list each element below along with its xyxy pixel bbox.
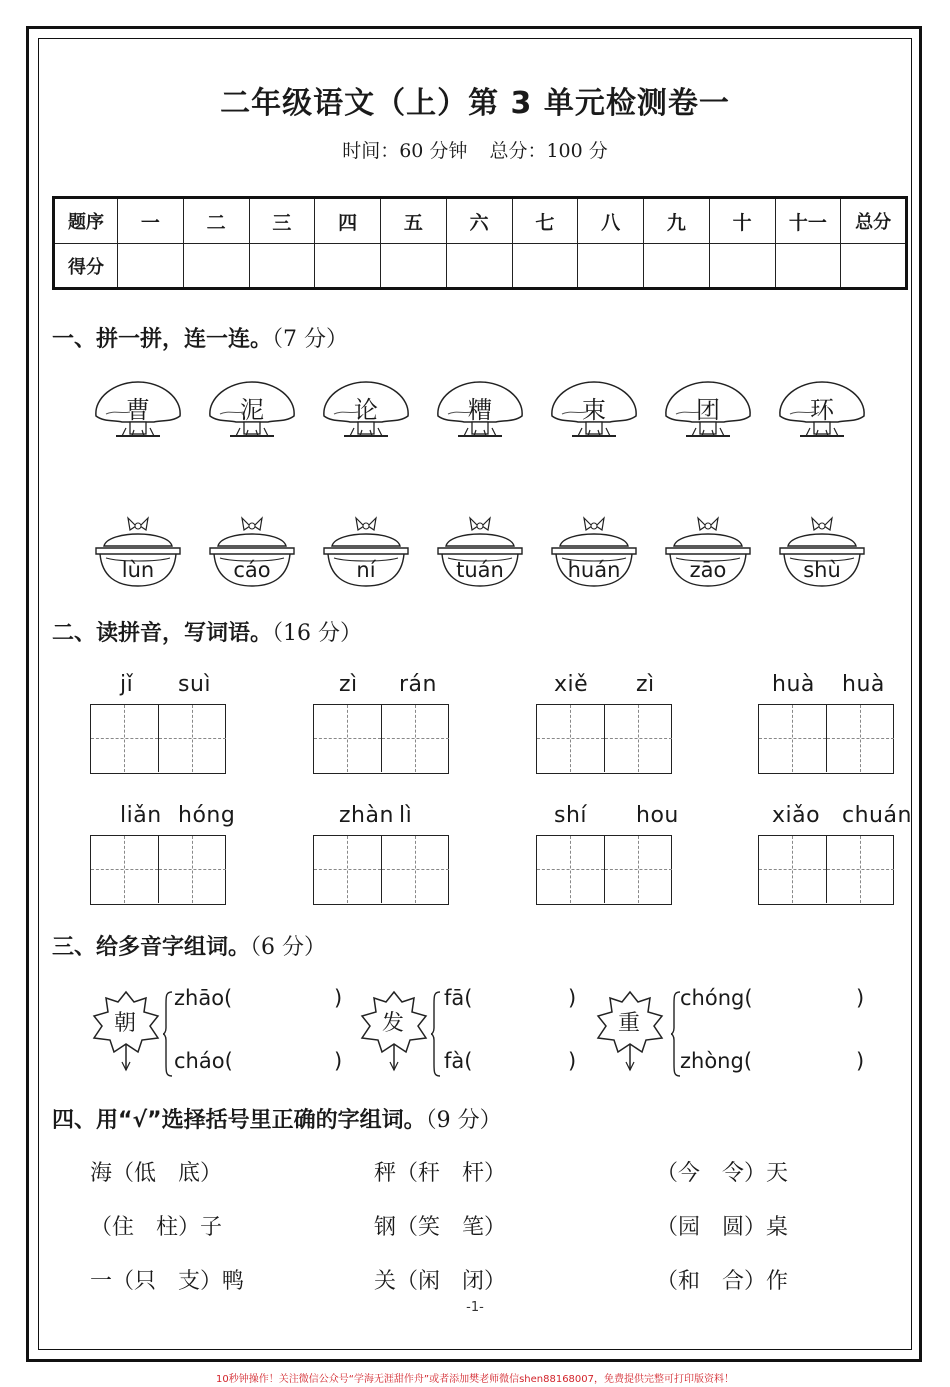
score-cell[interactable] xyxy=(446,244,512,289)
score-table-col: 五 xyxy=(381,198,447,244)
score-cell[interactable] xyxy=(315,244,381,289)
answer-paren-close: ) xyxy=(568,986,577,1010)
choice-item[interactable]: 秤（秆 杆） xyxy=(374,1161,507,1186)
writing-grid[interactable] xyxy=(536,704,672,774)
mushroom-character: 曹 xyxy=(126,396,150,424)
word-pinyin: liǎn xyxy=(120,803,162,828)
score-table-col: 一 xyxy=(118,198,184,244)
mushroom-card[interactable] xyxy=(434,376,526,442)
basket-pinyin: tuán xyxy=(456,558,504,582)
score-table-col: 二 xyxy=(183,198,249,244)
section-1-heading: 一、拼一拼，连一连。（7 分） xyxy=(52,327,349,352)
choice-item[interactable]: 一（只 支）鸭 xyxy=(90,1269,245,1294)
score-table-col: 总分 xyxy=(841,198,907,244)
score-table-col: 九 xyxy=(644,198,710,244)
basket-card[interactable] xyxy=(206,510,298,590)
mushroom-character: 糟 xyxy=(468,396,492,424)
basket-pinyin: ní xyxy=(356,558,376,582)
basket-card[interactable] xyxy=(776,510,868,590)
score-table-row-label: 得分 xyxy=(54,244,118,289)
mushroom-card[interactable] xyxy=(548,376,640,442)
basket-card[interactable] xyxy=(320,510,412,590)
mushroom-card[interactable] xyxy=(320,376,412,442)
word-pinyin: huà xyxy=(842,672,885,697)
score-cell[interactable] xyxy=(512,244,578,289)
exam-info xyxy=(0,136,950,163)
score-cell[interactable] xyxy=(249,244,315,289)
word-pinyin: zì xyxy=(636,672,655,697)
maple-leaf xyxy=(358,986,432,1078)
section-2-heading: 二、读拼音，写词语。（16 分） xyxy=(52,621,363,646)
score-cell[interactable] xyxy=(381,244,447,289)
word-pinyin: xiě xyxy=(554,672,589,697)
basket-card[interactable] xyxy=(662,510,754,590)
word-pinyin: rán xyxy=(399,672,437,697)
choice-item[interactable]: （今 令）天 xyxy=(656,1161,789,1186)
polyphone-reading: cháo( xyxy=(174,1049,233,1073)
basket-card[interactable] xyxy=(92,510,184,590)
word-pinyin: hou xyxy=(636,803,679,828)
brace xyxy=(430,990,442,1078)
mushroom-card[interactable] xyxy=(776,376,868,442)
score-cell[interactable] xyxy=(578,244,644,289)
word-pinyin: jǐ xyxy=(120,672,134,697)
basket-card[interactable] xyxy=(548,510,640,590)
section-3-heading: 三、给多音字组词。（6 分） xyxy=(52,935,327,960)
answer-paren-close: ) xyxy=(334,986,343,1010)
basket-pinyin: huán xyxy=(567,558,621,582)
brace xyxy=(162,990,174,1078)
score-table-col: 四 xyxy=(315,198,381,244)
choice-item[interactable]: （园 圆）桌 xyxy=(656,1215,789,1240)
basket-card[interactable] xyxy=(434,510,526,590)
writing-grid[interactable] xyxy=(313,835,449,905)
basket-pinyin: lùn xyxy=(121,558,155,582)
footer-note: 10秒钟操作！关注微信公众号“学海无涯甜作舟”或者添加樊老师微信shen88168007，免费提供完整可打印版资料！ xyxy=(215,1374,735,1385)
score-table-row-label: 题序 xyxy=(54,198,118,244)
maple-leaf xyxy=(594,986,668,1078)
word-pinyin: shí xyxy=(554,803,588,828)
total-score: 总分：100 分 xyxy=(489,140,608,162)
choice-item[interactable]: （住 柱）子 xyxy=(90,1215,223,1240)
score-table-col: 七 xyxy=(512,198,578,244)
basket-pinyin: shù xyxy=(803,558,841,582)
score-table-col: 十一 xyxy=(775,198,841,244)
basket-pinyin: zāo xyxy=(689,558,727,582)
mushroom-card[interactable] xyxy=(662,376,754,442)
score-table-col: 十 xyxy=(709,198,775,244)
mushroom-character: 论 xyxy=(354,396,378,424)
score-table xyxy=(52,196,908,290)
choice-item[interactable]: 海（低 底） xyxy=(90,1161,223,1186)
score-table-col: 八 xyxy=(578,198,644,244)
mushroom-card[interactable] xyxy=(206,376,298,442)
writing-grid[interactable] xyxy=(758,835,894,905)
basket-pinyin: cáo xyxy=(233,558,271,582)
word-pinyin: chuán xyxy=(842,803,912,828)
word-pinyin: huà xyxy=(772,672,815,697)
writing-grid[interactable] xyxy=(758,704,894,774)
word-pinyin: zì xyxy=(339,672,358,697)
answer-paren-close: ) xyxy=(334,1049,343,1073)
polyphone-character: 朝 xyxy=(113,1011,136,1036)
choice-item[interactable]: （和 合）作 xyxy=(656,1269,789,1294)
polyphone-character: 重 xyxy=(617,1011,640,1036)
mushroom-character: 团 xyxy=(696,396,720,424)
polyphone-reading: fà( xyxy=(444,1049,473,1073)
score-cell[interactable] xyxy=(118,244,184,289)
section-4-heading: 四、用“√”选择括号里正确的字组词。（9 分） xyxy=(52,1108,502,1133)
score-cell[interactable] xyxy=(841,244,907,289)
word-pinyin: hóng xyxy=(178,803,236,828)
polyphone-reading: zhòng( xyxy=(680,1049,753,1073)
score-table-col: 三 xyxy=(249,198,315,244)
polyphone-reading: chóng( xyxy=(680,986,753,1010)
mushroom-card[interactable] xyxy=(92,376,184,442)
writing-grid[interactable] xyxy=(313,704,449,774)
writing-grid[interactable] xyxy=(90,704,226,774)
score-cell[interactable] xyxy=(775,244,841,289)
answer-paren-close: ) xyxy=(856,986,865,1010)
score-table-col: 六 xyxy=(446,198,512,244)
mushroom-character: 泥 xyxy=(240,396,264,424)
answer-paren-close: ) xyxy=(568,1049,577,1073)
word-pinyin: zhàn xyxy=(339,803,394,828)
maple-leaf xyxy=(90,986,164,1078)
time-limit: 时间：60 分钟 xyxy=(342,140,468,162)
choice-item[interactable]: 关（闲 闭） xyxy=(374,1269,507,1294)
score-cell[interactable] xyxy=(709,244,775,289)
page-title: 二年级语文（上）第 3 单元检测卷一 xyxy=(220,86,730,121)
score-cell[interactable] xyxy=(644,244,710,289)
polyphone-reading: zhāo( xyxy=(174,986,233,1010)
choice-item[interactable]: 钢（笑 笔） xyxy=(374,1215,507,1240)
mushroom-character: 束 xyxy=(582,396,606,424)
score-cell[interactable] xyxy=(183,244,249,289)
polyphone-reading: fā( xyxy=(444,986,473,1010)
page-number: -1- xyxy=(466,1300,484,1315)
polyphone-character: 发 xyxy=(381,1011,404,1036)
word-pinyin: suì xyxy=(178,672,212,697)
answer-paren-close: ) xyxy=(856,1049,865,1073)
writing-grid[interactable] xyxy=(536,835,672,905)
word-pinyin: lì xyxy=(399,803,413,828)
mushroom-character: 环 xyxy=(810,396,834,424)
word-pinyin: xiǎo xyxy=(772,803,821,828)
writing-grid[interactable] xyxy=(90,835,226,905)
